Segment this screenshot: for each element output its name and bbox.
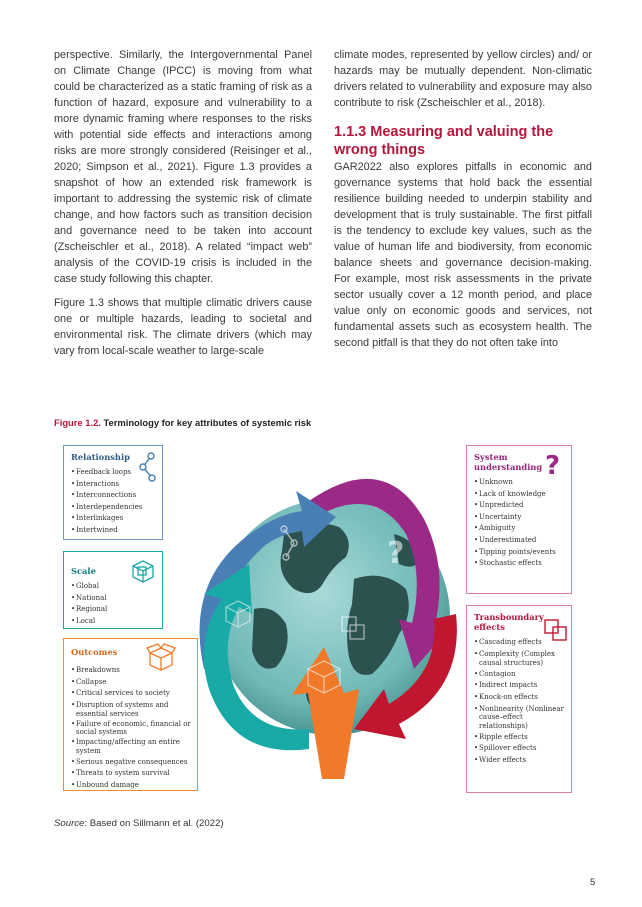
system-title-line2: understanding — [474, 462, 543, 472]
open-box-icon — [146, 643, 176, 671]
list-item: • Knock-on effects — [474, 692, 565, 704]
page-number: 5 — [590, 876, 596, 887]
list-item: • Interactions — [71, 479, 156, 491]
source-text: : Based on Sillmann et al. (2022) — [84, 818, 224, 829]
list-item: • Wider effects — [474, 755, 565, 767]
scale-list — [71, 581, 156, 627]
left-paragraph-2: Figure 1.3 shows that multiple climatic drivers cause one or multiple hazards, leading to societal and environmental risk. The climate drivers (which may vary from local-scale weather to large-scale — [54, 297, 312, 357]
scale-box — [63, 551, 163, 629]
figure-caption — [54, 417, 311, 428]
cube-icon — [130, 558, 156, 584]
arrow-question-icon: ? — [387, 536, 405, 571]
list-item: • Unknown — [474, 477, 565, 489]
right-paragraph-1: climate modes, represented by yellow circles) and/ or hazards may be mutually dependent. Non-climatic drivers related to vulnerability and exposure may also contribute to risk (Zscheischler et al., 2018). — [334, 49, 592, 109]
right-paragraph-2: GAR2022 also explores pitfalls in economic and governance systems that hold back the essential resilience building needed to underpin stability and development that is truly sustainable. The first pitfall is the tendency to exclude key values, such as the value of human life and biodiversity, from economic balance sheets and governance decision-making. For example, most risk assessments in the private sector usually cover a 12 month period, and place value only on economic goods and services, not fundamental assets such as ecosystem health. The second pitfall is that they do not often take into — [334, 161, 592, 349]
list-item: • Nonlinearity (Nonlinear cause–effect relationships) — [474, 705, 565, 731]
system-title-line1: System — [474, 452, 508, 462]
list-item: • Tipping points/events — [474, 548, 565, 557]
list-item: • Critical services to society — [71, 688, 191, 700]
svg-text:?: ? — [545, 451, 561, 478]
list-item: • Serious negative consequences — [71, 757, 191, 769]
list-item: • Regional — [71, 604, 156, 616]
list-item: • Cascading effects — [474, 637, 565, 649]
outcomes-list — [71, 665, 191, 791]
list-item: • Contagion — [474, 669, 565, 681]
list-item: • Disruption of systems and essential services — [71, 701, 191, 718]
network-icon — [136, 452, 158, 482]
list-item: • Impacting/affecting an entire system — [71, 738, 191, 755]
list-item: • Stochastic effects — [474, 558, 565, 570]
systemic-risk-figure — [54, 439, 587, 799]
list-item: • Interlinkages — [71, 513, 156, 525]
list-item: • National — [71, 593, 156, 605]
list-item: • Interdependencies — [71, 502, 156, 514]
relationship-title: Relationship — [71, 452, 130, 462]
list-item: • Global — [71, 581, 156, 593]
list-item: • Local — [71, 616, 156, 628]
list-item: • Interconnections — [71, 490, 156, 502]
figure-number: Figure 1.2. — [54, 417, 101, 428]
list-item: • Feedback loops — [71, 467, 156, 479]
list-item: • Ripple effects — [474, 732, 565, 744]
right-text-column — [334, 47, 592, 351]
section-heading: 1.1.3 Measuring and valuing the wrong things — [334, 124, 554, 158]
list-item: • Breakdowns — [71, 665, 191, 677]
list-item: • Indirect impacts — [474, 680, 565, 692]
list-item: • Spillover effects — [474, 743, 565, 755]
list-item: • Uncertainty — [474, 512, 565, 524]
left-paragraph-1: perspective. Similarly, the Intergovernmental Panel on Climate Change (IPCC) is moving from what could be characterized as a static framing of risk as a function of hazard, exposure and vulnerability to a more dynamic framing where responses to the risks with potential side effects and interactions among risks are more strongly considered (Reisinger et al., 2020; Simpson et al., 2021). Figure 1.3 provides a snapshot of how an extended risk framework is important to addressing the systemic risk of climate change, and how factors such as transition decision and governance need to be taken into account (Zscheischler et al., 2018). A related “impact web” analysis of the COVID-19 crisis is included in the case study following this chapter. — [54, 49, 312, 285]
transboundary-title-line2: effects — [474, 622, 505, 632]
list-item: • Underestimated — [474, 535, 565, 547]
left-text-column — [54, 47, 312, 359]
overlapping-squares-icon — [543, 618, 569, 642]
list-item: • Intertwined — [71, 525, 156, 537]
transboundary-box — [466, 605, 572, 793]
transboundary-list — [474, 637, 565, 766]
question-mark-icon — [543, 450, 565, 478]
source-label: Source — [54, 818, 85, 829]
outcomes-title: Outcomes — [71, 647, 118, 657]
list-item: • Lack of knowledge — [474, 490, 565, 499]
scale-title: Scale — [71, 566, 96, 576]
system-understanding-list — [474, 477, 565, 569]
list-item: • Unbound damage — [71, 780, 191, 792]
relationship-box — [63, 445, 163, 540]
list-item: • Threats to system survival — [71, 768, 191, 780]
transboundary-title-line1: Transboundary — [474, 612, 544, 622]
system-understanding-box — [466, 445, 572, 594]
figure-title: Terminology for key attributes of systemic risk — [100, 417, 312, 428]
list-item: • Unpredicted — [474, 500, 565, 512]
outcomes-box — [63, 638, 198, 791]
list-item: • Collapse — [71, 677, 191, 689]
list-item: • Complexity (Complex causal structures) — [474, 650, 565, 667]
list-item: • Ambiguity — [474, 523, 565, 535]
list-item: • Failure of economic, financial or social systems — [71, 720, 191, 737]
figure-source — [54, 818, 224, 829]
